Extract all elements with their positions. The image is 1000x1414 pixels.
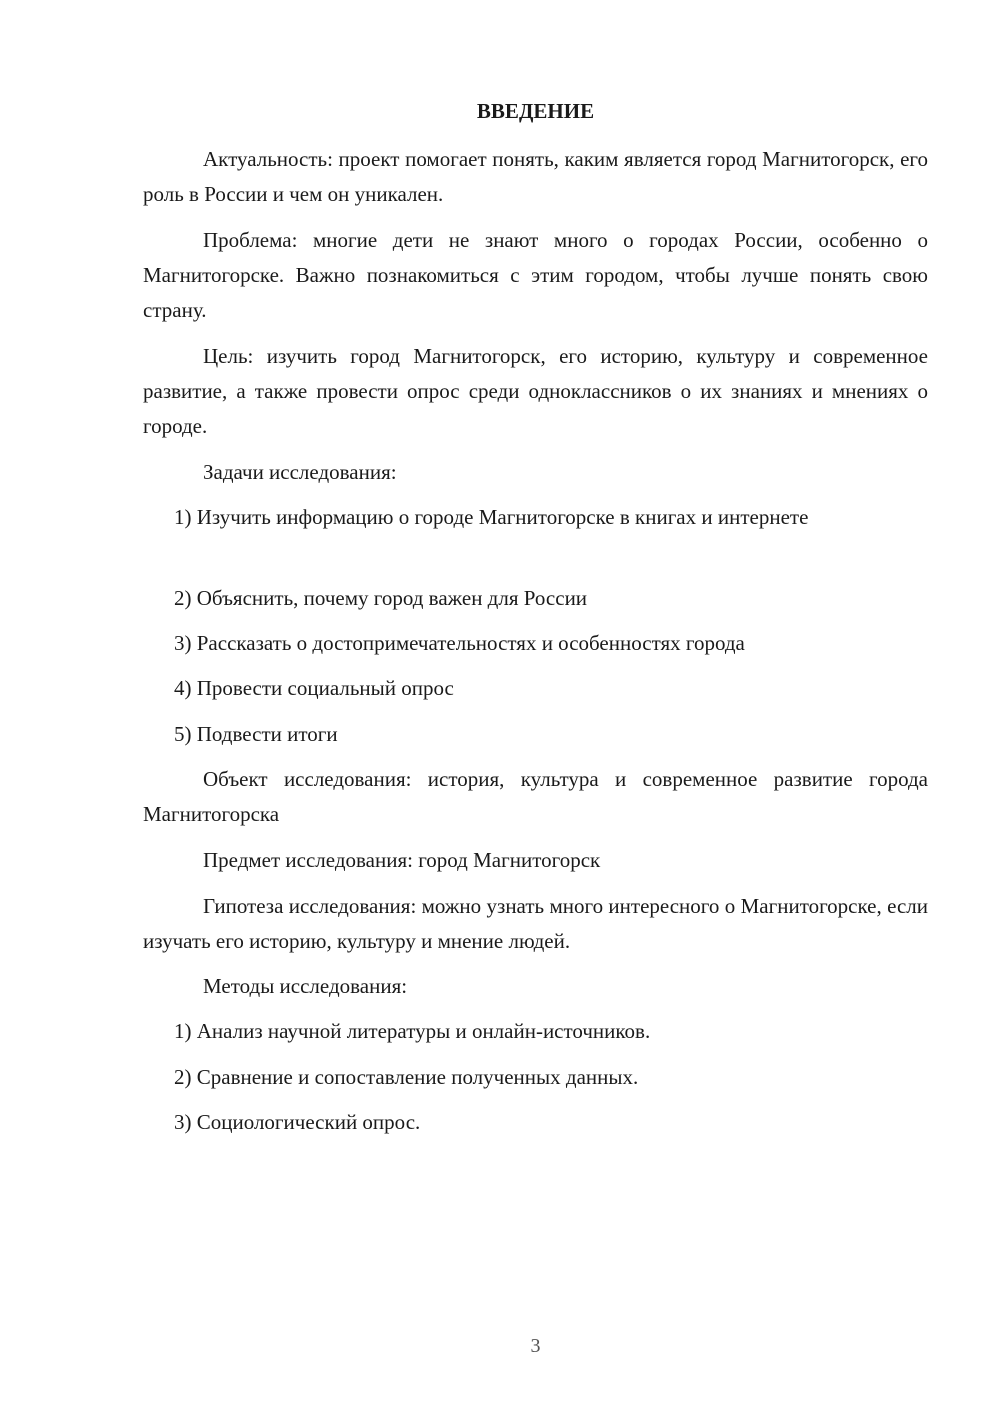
method-item-1: 1) Анализ научной литературы и онлайн-источников. [174,1019,651,1043]
methods-title: Методы исследования: [203,974,408,998]
task-item-3: 3) Рассказать о достопримечательностях и особенностях города [174,631,745,655]
document-page [143,0,928,1414]
method-item-2: 2) Сравнение и сопоставление полученных данных. [174,1065,639,1089]
method-item-3: 3) Социологический опрос. [174,1110,421,1134]
task-item-1: 1) Изучить информацию о городе Магнитогорске в книгах и интернете [174,505,809,529]
section-heading: ВВЕДЕНИЕ [476,99,595,123]
task-item-2: 2) Объяснить, почему город важен для России [174,586,588,610]
hypothesis-paragraph: Гипотеза исследования: можно узнать много интересного о Магнитогорске, если изучать его историю, культуру и мнение людей. [143,894,928,953]
object-paragraph: Объект исследования: история, культура и современное развитие города Магнитогорска [143,767,928,826]
task-item-5: 5) Подвести итоги [174,722,338,746]
relevance-paragraph: Актуальность: проект помогает понять, каким является город Магнитогорск, его роль в России и чем он уникален. [143,147,928,206]
subject-paragraph: Предмет исследования: город Магнитогорск [203,848,601,872]
problem-paragraph: Проблема: многие дети не знают много о городах России, особенно о Магнитогорске. Важно познакомиться с этим городом, чтобы лучше понять свою страну. [143,228,928,322]
task-item-4: 4) Провести социальный опрос [174,676,454,700]
tasks-title: Задачи исследования: [203,460,397,484]
page-number: 3 [530,1335,541,1357]
goal-paragraph: Цель: изучить город Магнитогорск, его историю, культуру и современное развитие, а также провести опрос среди одноклассников о их знаниях и мнениях о городе. [143,344,928,438]
